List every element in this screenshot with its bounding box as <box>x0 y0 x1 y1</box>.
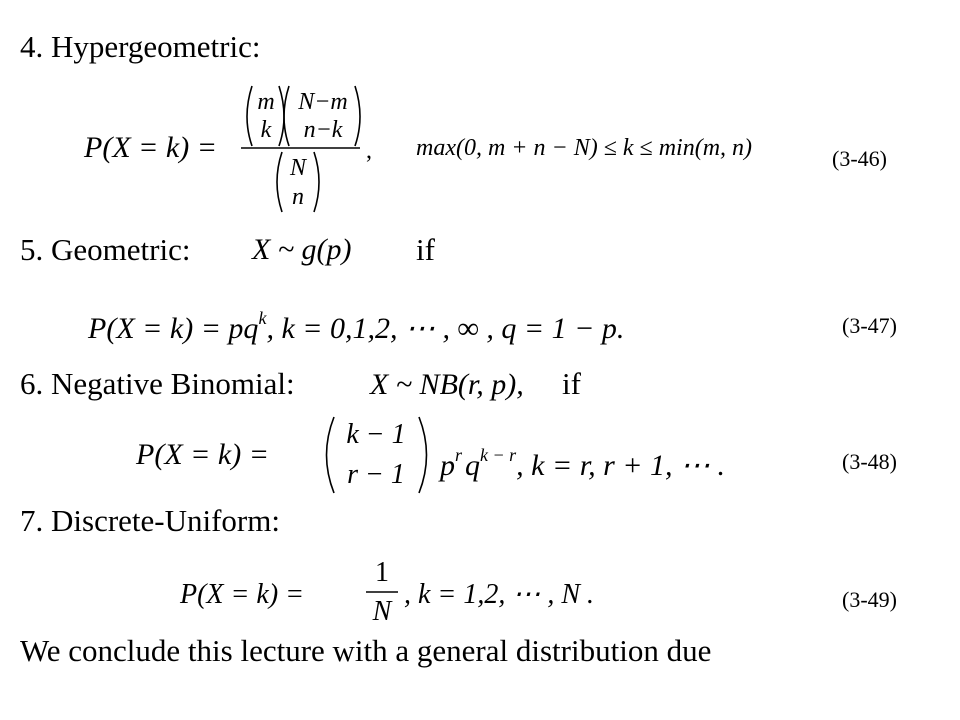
negative-binomial-exp-r: r <box>455 445 463 465</box>
negative-binomial-inline-math: X ~ NB(r, p), <box>370 368 524 401</box>
negative-binomial-exp-k-r: k − r <box>480 445 517 465</box>
geometric-exponent: k <box>258 308 267 328</box>
negative-binomial-if: if <box>562 366 581 401</box>
geometric-lhs: P(X = k) = pq <box>88 312 259 345</box>
geometric-inline-math: X ~ g(p) <box>252 233 352 266</box>
equation-number-3-47: (3-47) <box>842 313 897 338</box>
binom1-top: m <box>257 89 275 115</box>
negative-binomial-base-p: p <box>440 449 455 482</box>
negative-binomial-lhs: P(X = k) = <box>136 438 269 471</box>
negative-binomial-rest-formula <box>440 438 725 483</box>
den-bottom: n <box>292 184 304 210</box>
hypergeometric-condition: max(0, m + n − N) ≤ k ≤ min(m, n) <box>416 135 753 161</box>
closing-text: We conclude this lecture with a general distribution due <box>20 633 712 668</box>
binom1-bottom: k <box>260 117 272 143</box>
geometric-formula <box>88 301 624 346</box>
discrete-uniform-lhs: P(X = k) = <box>180 579 305 610</box>
section-heading-hypergeometric: 4. Hypergeometric: <box>20 29 261 64</box>
section-heading-discrete-uniform: 7. Discrete-Uniform: <box>20 503 280 538</box>
section-heading-negative-binomial: 6. Negative Binomial: <box>20 366 295 401</box>
equation-number-3-49: (3-49) <box>842 587 897 612</box>
negative-binomial-rest: , k = r, r + 1, ⋯ . <box>516 449 725 482</box>
discrete-uniform-rest: , k = 1,2, ⋯ , N . <box>404 579 594 610</box>
geometric-if: if <box>416 232 435 267</box>
negative-binomial-base-q: q <box>465 449 481 482</box>
equation-number-3-46: (3-46) <box>832 146 887 171</box>
geometric-rest: , k = 0,1,2, ⋯ , ∞ , q = 1 − p. <box>266 312 625 345</box>
binom2-top: N−m <box>298 89 348 115</box>
binom2-bottom: n−k <box>303 117 343 143</box>
negative-binomial-binom-bottom: r − 1 <box>347 459 405 490</box>
negative-binomial-binom-top: k − 1 <box>346 419 406 450</box>
discrete-uniform-numerator: 1 <box>375 557 389 588</box>
equation-number-3-48: (3-48) <box>842 449 897 474</box>
den-top: N <box>289 155 306 181</box>
hypergeometric-lhs: P(X = k) = <box>84 131 217 164</box>
section-heading-geometric: 5. Geometric: <box>20 232 191 267</box>
discrete-uniform-denominator: N <box>372 596 392 627</box>
hypergeometric-comma: , <box>366 138 372 164</box>
